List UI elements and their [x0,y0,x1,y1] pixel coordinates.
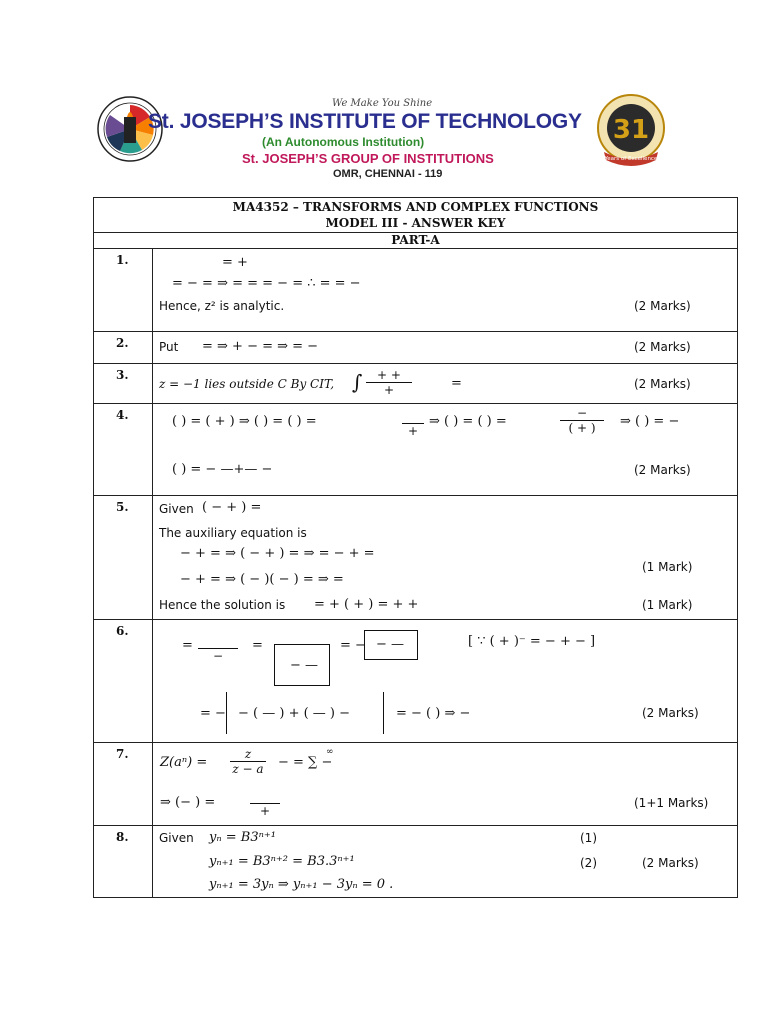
eq2-number: (2) [580,856,597,870]
marks: (2 Marks) [634,463,691,477]
q6-term: − — [376,637,405,652]
badge-caption: Years of Excellence [604,156,658,162]
q3-fraction [366,368,412,397]
z-transform-fraction [230,747,266,776]
q4-line1c: ⇒ ( ) = − [620,414,680,429]
q3-equals: = [451,376,462,391]
q8-given: Given [159,831,194,845]
question-number: 3. [116,368,129,382]
q6-result: = − ( ) ⇒ − [396,706,471,721]
q6-inner: − — [290,658,319,673]
denominator: ( + ) [568,421,596,435]
question-row-7 [94,743,737,826]
q6-fraction-a: − [198,634,238,663]
numerator: + + [377,368,401,382]
part-heading: PART-A [94,232,737,249]
question-number: 4. [116,408,129,422]
q1-conclusion: Hence, z² is analytic. [159,299,285,313]
q4-line1: ( ) = ( + ) ⇒ ( ) = ( ) = [172,414,317,429]
location: OMR, CHENNAI - 119 [333,168,443,180]
q5-line4: − + = ⇒ ( − )( − ) = ⇒ = [180,572,344,587]
q4-line1b: ⇒ ( ) = ( ) = [429,414,507,429]
question-number: 2. [116,336,129,350]
q6-identity: [ ∵ ( + )⁻ = − + − ] [468,634,596,649]
marks: (2 Marks) [642,706,699,720]
q2-text: Put [159,340,179,354]
document-title [94,198,737,233]
course-title: MA4352 – TRANSFORMS AND COMPLEX FUNCTIONS [232,200,599,214]
question-row-4 [94,404,737,496]
q5-given: Given [159,502,194,516]
q6-eq-d: = − [200,706,226,721]
marks: (2 Marks) [634,299,691,313]
denominator: + [259,804,271,818]
marks: (1 Mark) [642,560,693,574]
q6-eq-c: = − [340,638,366,653]
q1-line1: = + [222,255,248,270]
q4-fraction-a [402,409,424,438]
question-number: 6. [116,624,129,638]
question-number: 8. [116,830,129,844]
q7-line2: ⇒ (− ) = [160,795,216,810]
q8-eq1: yₙ = B3ⁿ⁺¹ [209,830,276,845]
question-row-5 [94,496,737,620]
marks: (2 Marks) [634,340,691,354]
institute-name: St. JOSEPH’S INSTITUTE OF TECHNOLOGY [148,110,582,133]
denominator: + [407,424,419,438]
z-transform-lhs: Z(aⁿ) = [160,755,208,770]
question-row-3 [94,364,737,404]
answer-key-table [93,197,738,898]
marks: (2 Marks) [642,856,699,870]
q5-given-math: ( − + ) = [202,500,262,515]
marks: (1 Mark) [642,598,693,612]
denominator: z − a [232,762,264,776]
eq1-number: (1) [580,831,597,845]
q7-fraction [250,797,280,818]
integral-sign: ∫ [352,370,363,394]
q5-solution-label: Hence the solution is [159,598,286,612]
q3-text: z = −1 lies outside C By CIT, [159,377,335,391]
tagline: We Make You Shine [332,98,433,109]
question-row-8 [94,826,737,897]
question-number: 5. [116,500,129,514]
question-number: 1. [116,253,129,267]
q7-line1: − = ∑ − [278,755,333,770]
question-row-2 [94,332,737,364]
institution-header [92,92,677,182]
denominator: + [383,383,395,397]
numerator: − [576,406,588,420]
q4-line2: ( ) = − —+— − [172,462,273,477]
question-row-1 [94,249,737,332]
q5-line3: − + = ⇒ ( − + ) = ⇒ = − + = [180,546,375,561]
question-number: 7. [116,747,129,761]
q6-line2: − ( — ) + ( — ) − [238,706,351,721]
question-row-6 [94,620,737,743]
sum-upper-limit: ∞ [326,747,334,757]
q6-eq-b: = [252,638,263,653]
marks: (1+1 Marks) [634,796,709,810]
q8-eq3: yₙ₊₁ = 3yₙ ⇒ yₙ₊₁ − 3yₙ = 0 . [209,877,394,892]
q4-fraction-b [560,406,604,435]
exam-title: MODEL III - ANSWER KEY [325,216,506,230]
q8-eq2: yₙ₊₁ = B3ⁿ⁺² = B3.3ⁿ⁺¹ [209,854,355,869]
q5-solution: = + ( + ) = + + [314,597,419,612]
marks: (2 Marks) [634,377,691,391]
numerator: z [244,747,252,761]
q6-eq-a: = [182,638,193,653]
anniversary-badge [590,92,672,170]
badge-number: 31 [612,115,650,145]
q5-aux-label: The auxiliary equation is [159,526,307,540]
autonomous-label: (An Autonomous Institution) [262,135,425,149]
q2-math: = ⇒ + − = ⇒ = − [202,339,319,354]
q1-line2: = − = ⇒ = = = − = ∴ = = − [172,276,361,291]
group-name: St. JOSEPH’S GROUP OF INSTITUTIONS [242,151,494,166]
